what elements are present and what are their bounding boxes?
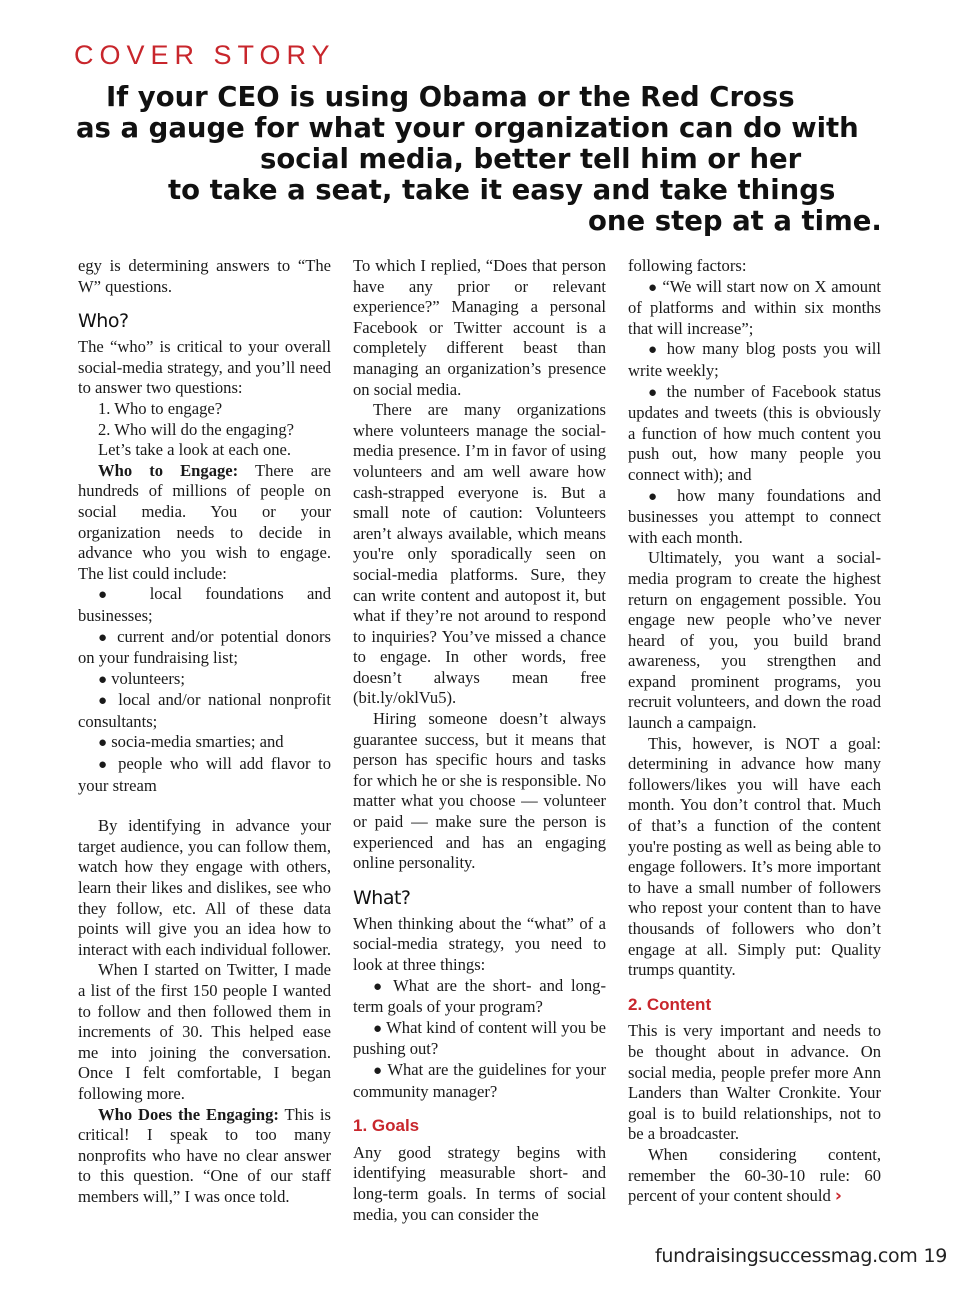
bullet-icon: ● xyxy=(98,587,127,604)
paragraph: When I started on Twitter, I made a list of the first 150 people I wanted to follow and then followed them in increments of 30. This helped ease me into joining the conversation. Once I felt comfortable, I began following more. xyxy=(78,960,331,1103)
paragraph: To which I replied, “Does that person have any prior or relevant experience?” Managing a personal Facebook or Twitter account is a completely different beast than managing an organization’s presence on social media. xyxy=(353,256,606,399)
bullet-item xyxy=(78,584,331,626)
bullet-item xyxy=(628,339,881,381)
subhead-goals: 1. Goals xyxy=(353,1116,420,1136)
run-in-head: Who to Engage: xyxy=(98,460,239,480)
bullet-text: volunteers; xyxy=(111,668,185,688)
page-number: 19 xyxy=(923,1245,948,1267)
subhead-what: What? xyxy=(353,886,411,909)
bullet-item xyxy=(78,732,331,754)
bullet-icon: ● xyxy=(98,693,111,710)
bullet-icon: ● xyxy=(373,1020,383,1037)
bullet-icon: ● xyxy=(373,1062,383,1079)
footer-site: fundraisingsuccessmag.com xyxy=(655,1245,918,1267)
bullet-text: What are the short- and long-term goals of your program? xyxy=(353,975,606,1017)
bullet-text: What kind of content will you be pushing out? xyxy=(353,1017,607,1059)
paragraph: Ultimately, you want a social-media program to create the highest return on engagement possible. You engage new people who’ve never heard of you, you build brand awareness, you strengthen and expand prominent programs, you recruit volunteers, and down the road launch a campaign. xyxy=(628,548,881,733)
bullet-item xyxy=(628,486,881,549)
headline-line: If your CEO is using Obama or the Red Cross xyxy=(106,81,795,113)
bullet-item xyxy=(353,1018,606,1060)
paragraph: There are many organizations where volunteers manage the social-media presence. I’m in favor of using volunteers and am well aware how cash-strapped everyone is. But a small note of caution: Volunteers aren’t always available, which means you're only sporadically seen on social-media platforms. Sure, they can write content and autopost it, but what if they’re not around to respond to inquiries? You’ve missed a chance to engage. In other words, free doesn’t always mean free (bit.ly/oklVu5). xyxy=(353,400,606,708)
subhead-content: 2. Content xyxy=(628,994,712,1014)
bullet-icon: ● xyxy=(648,488,665,505)
bullet-text: “We will start now on X amount of platforms and within six months that will increase”; xyxy=(628,276,881,338)
article-column-3 xyxy=(628,256,881,1207)
headline-line: social media, better tell him or her xyxy=(260,143,802,175)
paragraph: Let’s take a look at each one. xyxy=(98,440,292,460)
paragraph xyxy=(78,1105,331,1208)
paragraph: egy is determining answers to “The W” questions. xyxy=(78,256,331,296)
question-item: 1. Who to engage? xyxy=(98,398,223,418)
headline-line: as a gauge for what your organization can do with xyxy=(76,112,859,144)
bullet-text: how many foundations and businesses you attempt to connect with each month. xyxy=(628,485,882,547)
bullet-text: the number of Facebook status updates and tweets (this is obviously a function of how much content you push out, how many people you connect with); and xyxy=(628,381,882,484)
bullet-text: current and/or potential donors on your fundraising list; xyxy=(78,626,331,668)
paragraph: This is very important and needs to be thought about in advance. On social media, people prefer more Ann Landers than Walter Cronkite. Your goal is to build relationships, not to be a broadcaster. xyxy=(628,1021,881,1144)
bullet-icon: ● xyxy=(648,342,660,359)
bullet-item xyxy=(353,1060,606,1102)
paragraph xyxy=(628,1145,881,1207)
section-label: COVER STORY xyxy=(74,40,336,70)
spacer xyxy=(78,796,331,816)
bullet-item xyxy=(78,669,331,691)
question-item: 2. Who will do the engaging? xyxy=(98,419,295,439)
paragraph xyxy=(78,461,331,585)
article-column-2 xyxy=(353,256,606,1225)
paragraph: When thinking about the “what” of a social-media strategy, you need to look at three things: xyxy=(353,913,606,974)
bullet-text: local and/or national nonprofit consultants; xyxy=(78,690,332,731)
bullet-text: local foundations and businesses; xyxy=(78,584,332,625)
bullet-item xyxy=(628,277,881,340)
headline-line: one step at a time. xyxy=(588,205,882,237)
bullet-text: how many blog posts you will write weekly; xyxy=(628,339,881,380)
headline-line: to take a seat, take it easy and take things xyxy=(168,174,836,206)
bullet-icon: ● xyxy=(98,757,111,774)
headline xyxy=(60,82,900,237)
paragraph: This, however, is NOT a goal: determining in advance how many followers/likes you will have each month. You don’t control that. Much of that’s a function of the content you're posting as well as being able to engage followers. It’s more important to have a small number of followers who repost your content than to have thousands of followers who don’t engage at all. Simply put: Quality trumps quantity. xyxy=(628,733,881,980)
page-footer xyxy=(655,1245,947,1267)
bullet-item xyxy=(353,976,606,1018)
paragraph: By identifying in advance your target audience, you can follow them, watch how they engage with others, learn their likes and dislikes, see who they follow, etc. All of these data points will give you an idea how to interact with each individual follower. xyxy=(78,816,331,959)
bullet-icon: ● xyxy=(373,978,386,995)
bullet-icon: ● xyxy=(98,629,111,646)
continue-arrow-icon: › xyxy=(834,1186,842,1207)
bullet-text: What are the guidelines for your community manager? xyxy=(353,1059,606,1101)
bullet-text: people who will add flavor to your stream xyxy=(78,754,332,795)
bullet-icon: ● xyxy=(98,735,108,752)
run-in-head: Who Does the Engaging: xyxy=(98,1104,279,1124)
paragraph: Hiring someone doesn’t always guarantee success, but it means that person has specific hours and tasks for which he or she is responsible. No matter what you choose — volunteer or paid — make sure the person is experienced and has an engaging online personality. xyxy=(353,709,606,873)
bullet-icon: ● xyxy=(98,671,108,688)
paragraph: following factors: xyxy=(628,256,747,275)
bullet-item xyxy=(78,690,331,732)
bullet-text: socia-media smarties; and xyxy=(111,732,284,752)
bullet-icon: ● xyxy=(648,279,658,296)
bullet-item xyxy=(78,627,331,669)
bullet-item xyxy=(78,754,331,796)
subhead-who: Who? xyxy=(78,310,129,333)
article-column-1 xyxy=(78,256,331,1208)
paragraph-text: This is critical! I speak to too many nonprofits who have no clear answer to this question. “One of our staff members will,” I was once told. xyxy=(78,1104,331,1206)
bullet-item xyxy=(628,382,881,486)
paragraph-text: When considering content, remember the 60-30-10 rule: 60 percent of your content should xyxy=(628,1144,881,1206)
paragraph: Any good strategy begins with identifying measurable short- and long-term goals. In terms of social media, you can consider the xyxy=(353,1142,606,1224)
bullet-icon: ● xyxy=(648,384,660,401)
paragraph-text: There are hundreds of millions of people on social media. You or your organization needs to decide in advance who you wish to engage. The list could include: xyxy=(78,460,331,583)
paragraph: The “who” is critical to your overall social-media strategy, and you’ll need to answer two questions: xyxy=(78,337,331,398)
